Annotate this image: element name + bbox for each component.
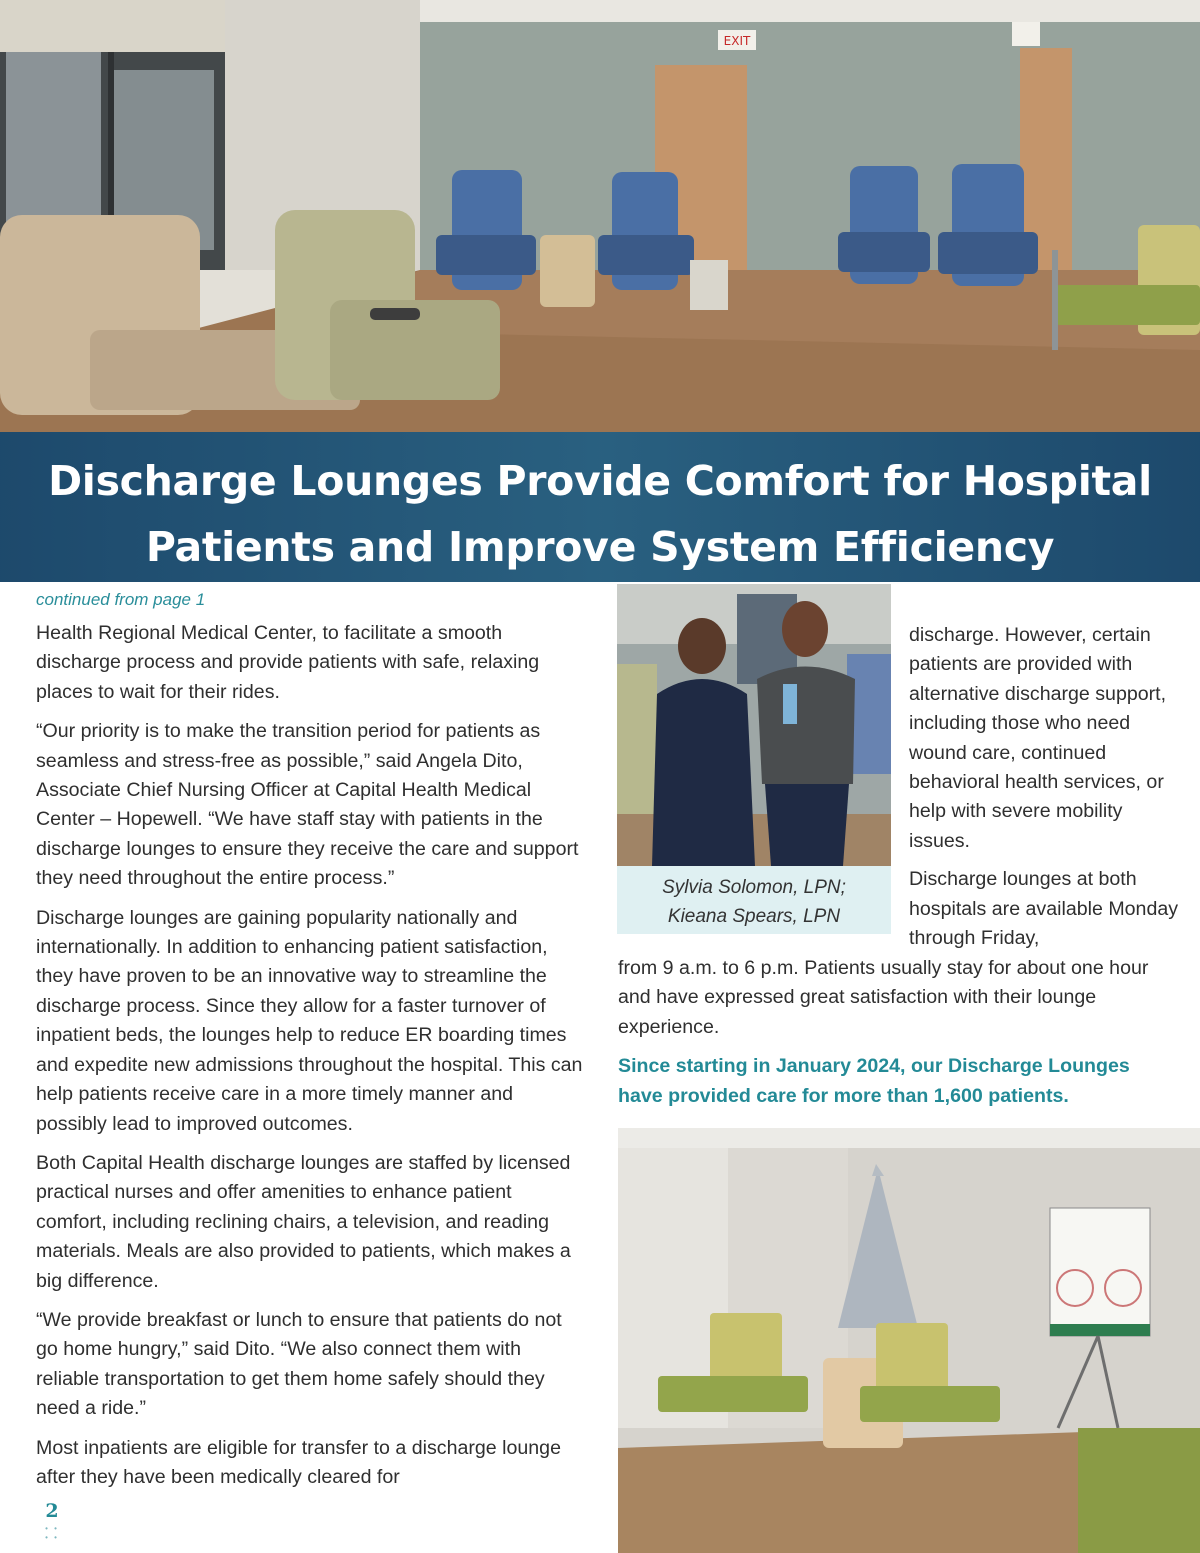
lounge-room-photo [618,1128,1200,1553]
nurses-photo [617,584,891,866]
title-band [0,432,1200,582]
exit-sign-text: EXIT [723,34,751,48]
paragraph: from 9 a.m. to 6 p.m. Patients usually stay for about one hour and have expressed great satisfaction with their lounge experience. [618,957,1149,1038]
paragraph: “We provide breakfast or lunch to ensure that patients do not go home hungry,” said Dito. “We also connect them with reliable transportation to get them home safely should they need a ride.” [36,1308,562,1420]
caption-line-2: Kieana Spears, LPN [667,906,841,927]
article-title [0,448,1200,580]
photo-caption [617,866,891,934]
paragraph: discharge. However, certain patients are provided with alternative discharge support, including those who need wound care, continued behavioral health services, or help with severe mobility issues. [909,624,1167,852]
title-line-2: Patients and Improve System Efficiency [145,523,1055,571]
title-line-1: Discharge Lounges Provide Comfort for Hospital [48,457,1152,505]
right-narrow-column [909,621,1179,962]
paragraph: “Our priority is to make the transition period for patients as seamless and stress-free as possible,” said Angela Dito, Associate Chief Nursing Officer at Capital Health Medical Center – Hopewell. “We have staff stay with patients in the discharge lounges to ensure they receive the care and support they need throughout the entire process.” [36,720,579,890]
page-number: 2 [45,1500,59,1522]
highlight-statement: Since starting in January 2024, our Discharge Lounges have provided care for more than 1,600 patients. [618,1055,1130,1107]
continued-note: continued from page 1 [36,590,206,609]
paragraph: Discharge lounges at both hospitals are available Monday through Friday, [909,868,1179,950]
paragraph: Discharge lounges are gaining popularity nationally and internationally. In addition to enhancing patient satisfaction, they have proven to be an innovative way to streamline the discharge process. Since they allow for a faster turnover of inpatient beds, the lounges help to reduce ER boarding times and expedite new admissions throughout the hospital. This can help patients receive care in a more timely manner and possibly lead to improved outcomes. [36,906,583,1135]
caption-line-1: Sylvia Solomon, LPN; [662,877,846,898]
paragraph: Health Regional Medical Center, to facilitate a smooth discharge process and provide patients with safe, relaxing places to wait for their rides. [36,622,540,703]
hero-lounge-photo [0,0,1200,432]
right-wide-column [618,954,1178,1111]
left-column [36,590,586,1502]
paragraph: Most inpatients are eligible for transfer to a discharge lounge after they have been medically cleared for [36,1436,561,1488]
paragraph: Both Capital Health discharge lounges are staffed by licensed practical nurses and offer amenities to enhance patient comfort, including reclining chairs, a television, and reading materials. Meals are also provided to patients, which makes a big difference. [36,1151,571,1292]
page-number-dots: • • • • [45,1524,59,1542]
